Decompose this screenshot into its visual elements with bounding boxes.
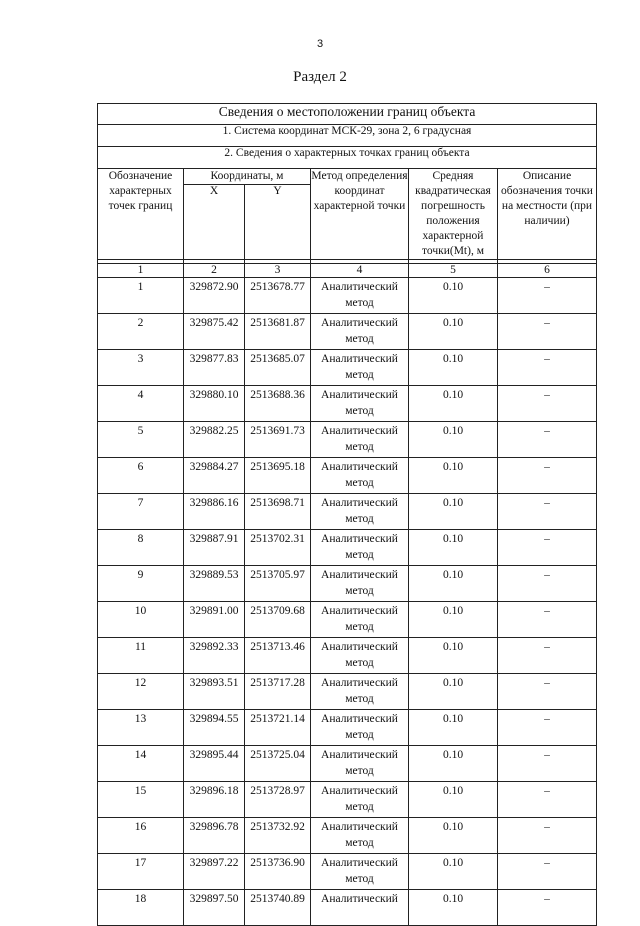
x-coordinate-cell: 329897.22 xyxy=(184,854,245,890)
error-cell: 0.10 xyxy=(409,494,498,530)
table-row xyxy=(98,854,597,890)
error-cell: 0.10 xyxy=(409,386,498,422)
method-cell: Аналитический метод xyxy=(311,530,409,566)
method-cell: Аналитический метод xyxy=(311,566,409,602)
header-coordinates: Координаты, м xyxy=(184,169,311,185)
point-id-cell: 15 xyxy=(98,782,184,818)
description-cell: – xyxy=(498,350,597,386)
point-id-cell: 7 xyxy=(98,494,184,530)
header-error: Средняя квадратическая погрешность положения характерной точки(Mt), м xyxy=(409,169,498,260)
error-cell: 0.10 xyxy=(409,278,498,314)
column-number: 5 xyxy=(409,264,498,278)
point-id-cell: 1 xyxy=(98,278,184,314)
x-coordinate-cell: 329872.90 xyxy=(184,278,245,314)
column-number: 6 xyxy=(498,264,597,278)
y-coordinate-cell: 2513678.77 xyxy=(245,278,311,314)
x-coordinate-cell: 329895.44 xyxy=(184,746,245,782)
point-id-cell: 18 xyxy=(98,890,184,926)
y-coordinate-cell: 2513713.46 xyxy=(245,638,311,674)
table-row xyxy=(98,422,597,458)
x-coordinate-cell: 329892.33 xyxy=(184,638,245,674)
y-coordinate-cell: 2513705.97 xyxy=(245,566,311,602)
error-cell: 0.10 xyxy=(409,710,498,746)
method-cell: Аналитический метод xyxy=(311,458,409,494)
y-coordinate-cell: 2513698.71 xyxy=(245,494,311,530)
method-cell: Аналитический метод xyxy=(311,746,409,782)
column-number: 4 xyxy=(311,264,409,278)
x-coordinate-cell: 329886.16 xyxy=(184,494,245,530)
method-cell: Аналитический метод xyxy=(311,602,409,638)
table-caption: Сведения о местоположении границ объекта xyxy=(98,104,597,125)
method-cell: Аналитический метод xyxy=(311,710,409,746)
point-id-cell: 10 xyxy=(98,602,184,638)
table-row xyxy=(98,602,597,638)
error-cell: 0.10 xyxy=(409,782,498,818)
error-cell: 0.10 xyxy=(409,314,498,350)
table-row xyxy=(98,710,597,746)
method-cell: Аналитический xyxy=(311,890,409,926)
x-coordinate-cell: 329894.55 xyxy=(184,710,245,746)
method-cell: Аналитический метод xyxy=(311,314,409,350)
method-cell: Аналитический метод xyxy=(311,350,409,386)
point-id-cell: 12 xyxy=(98,674,184,710)
x-coordinate-cell: 329875.42 xyxy=(184,314,245,350)
error-cell: 0.10 xyxy=(409,746,498,782)
error-cell: 0.10 xyxy=(409,674,498,710)
table-row xyxy=(98,782,597,818)
x-coordinate-cell: 329884.27 xyxy=(184,458,245,494)
x-coordinate-cell: 329896.18 xyxy=(184,782,245,818)
y-coordinate-cell: 2513721.14 xyxy=(245,710,311,746)
point-id-cell: 14 xyxy=(98,746,184,782)
coordinate-system-info: 1. Система координат МСК-29, зона 2, 6 градусная xyxy=(98,125,597,147)
y-coordinate-cell: 2513732.92 xyxy=(245,818,311,854)
y-coordinate-cell: 2513688.36 xyxy=(245,386,311,422)
table-row xyxy=(98,746,597,782)
y-coordinate-cell: 2513740.89 xyxy=(245,890,311,926)
error-cell: 0.10 xyxy=(409,602,498,638)
y-coordinate-cell: 2513695.18 xyxy=(245,458,311,494)
y-coordinate-cell: 2513685.07 xyxy=(245,350,311,386)
description-cell: – xyxy=(498,458,597,494)
error-cell: 0.10 xyxy=(409,422,498,458)
point-id-cell: 3 xyxy=(98,350,184,386)
y-coordinate-cell: 2513736.90 xyxy=(245,854,311,890)
header-description: Описание обозначения точки на местности (при наличии) xyxy=(498,169,597,260)
column-number: 1 xyxy=(98,264,184,278)
description-cell: – xyxy=(498,854,597,890)
description-cell: – xyxy=(498,278,597,314)
y-coordinate-cell: 2513709.68 xyxy=(245,602,311,638)
method-cell: Аналитический метод xyxy=(311,818,409,854)
y-coordinate-cell: 2513702.31 xyxy=(245,530,311,566)
column-numbers-row xyxy=(98,264,597,278)
error-cell: 0.10 xyxy=(409,350,498,386)
table-row xyxy=(98,530,597,566)
header-y: Y xyxy=(245,185,311,260)
point-id-cell: 8 xyxy=(98,530,184,566)
table-row xyxy=(98,314,597,350)
y-coordinate-cell: 2513725.04 xyxy=(245,746,311,782)
table-row xyxy=(98,566,597,602)
description-cell: – xyxy=(498,674,597,710)
description-cell: – xyxy=(498,314,597,350)
x-coordinate-cell: 329877.83 xyxy=(184,350,245,386)
point-id-cell: 6 xyxy=(98,458,184,494)
point-id-cell: 16 xyxy=(98,818,184,854)
method-cell: Аналитический метод xyxy=(311,494,409,530)
description-cell: – xyxy=(498,746,597,782)
method-cell: Аналитический метод xyxy=(311,386,409,422)
error-cell: 0.10 xyxy=(409,638,498,674)
table-row xyxy=(98,890,597,926)
description-cell: – xyxy=(498,386,597,422)
error-cell: 0.10 xyxy=(409,530,498,566)
x-coordinate-cell: 329887.91 xyxy=(184,530,245,566)
column-number: 2 xyxy=(184,264,245,278)
table-row xyxy=(98,350,597,386)
description-cell: – xyxy=(498,710,597,746)
description-cell: – xyxy=(498,782,597,818)
error-cell: 0.10 xyxy=(409,890,498,926)
y-coordinate-cell: 2513728.97 xyxy=(245,782,311,818)
method-cell: Аналитический метод xyxy=(311,854,409,890)
description-cell: – xyxy=(498,566,597,602)
column-number: 3 xyxy=(245,264,311,278)
table-row xyxy=(98,638,597,674)
error-cell: 0.10 xyxy=(409,854,498,890)
header-method: Метод определения координат характерной точки xyxy=(311,169,409,260)
y-coordinate-cell: 2513717.28 xyxy=(245,674,311,710)
description-cell: – xyxy=(498,818,597,854)
x-coordinate-cell: 329897.50 xyxy=(184,890,245,926)
description-cell: – xyxy=(498,602,597,638)
point-id-cell: 17 xyxy=(98,854,184,890)
page-number: 3 xyxy=(316,38,324,50)
boundary-points-table xyxy=(97,103,597,926)
method-cell: Аналитический метод xyxy=(311,638,409,674)
method-cell: Аналитический метод xyxy=(311,674,409,710)
x-coordinate-cell: 329896.78 xyxy=(184,818,245,854)
x-coordinate-cell: 329889.53 xyxy=(184,566,245,602)
table-row xyxy=(98,278,597,314)
method-cell: Аналитический метод xyxy=(311,278,409,314)
point-id-cell: 13 xyxy=(98,710,184,746)
x-coordinate-cell: 329893.51 xyxy=(184,674,245,710)
description-cell: – xyxy=(498,530,597,566)
y-coordinate-cell: 2513681.87 xyxy=(245,314,311,350)
point-id-cell: 4 xyxy=(98,386,184,422)
point-id-cell: 2 xyxy=(98,314,184,350)
point-id-cell: 9 xyxy=(98,566,184,602)
header-x: X xyxy=(184,185,245,260)
point-id-cell: 11 xyxy=(98,638,184,674)
header-designation: Обозначение характерных точек границ xyxy=(98,169,184,260)
error-cell: 0.10 xyxy=(409,566,498,602)
method-cell: Аналитический метод xyxy=(311,782,409,818)
section-title: Раздел 2 xyxy=(293,69,347,85)
points-info: 2. Сведения о характерных точках границ объекта xyxy=(98,147,597,169)
description-cell: – xyxy=(498,638,597,674)
method-cell: Аналитический метод xyxy=(311,422,409,458)
description-cell: – xyxy=(498,422,597,458)
y-coordinate-cell: 2513691.73 xyxy=(245,422,311,458)
error-cell: 0.10 xyxy=(409,458,498,494)
error-cell: 0.10 xyxy=(409,818,498,854)
description-cell: – xyxy=(498,494,597,530)
table-row xyxy=(98,674,597,710)
point-id-cell: 5 xyxy=(98,422,184,458)
x-coordinate-cell: 329882.25 xyxy=(184,422,245,458)
x-coordinate-cell: 329891.00 xyxy=(184,602,245,638)
table-row xyxy=(98,386,597,422)
table-row xyxy=(98,458,597,494)
description-cell: – xyxy=(498,890,597,926)
x-coordinate-cell: 329880.10 xyxy=(184,386,245,422)
table-row xyxy=(98,494,597,530)
table-row xyxy=(98,818,597,854)
